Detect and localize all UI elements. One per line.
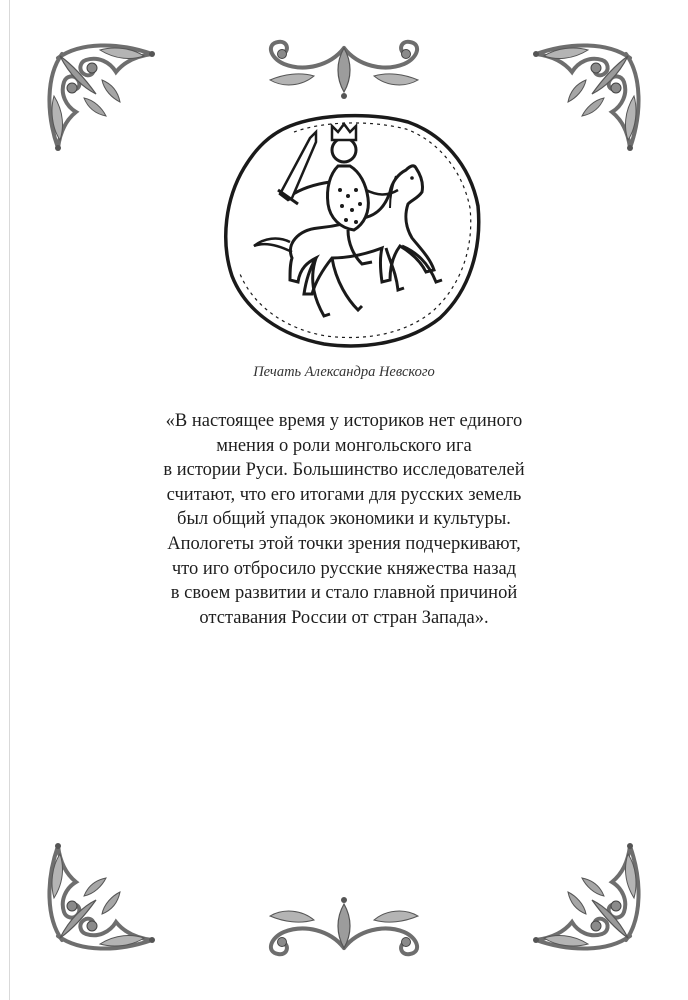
quote-line: мнения о роли монгольского ига (216, 435, 472, 456)
quote-line: Апологеты этой точки зрения подчеркивают, (167, 533, 521, 554)
quote-line: что иго отбросило русские княжества назад (171, 558, 517, 579)
quote-block (94, 409, 594, 630)
quote-line: отставания России от стран Запада». (199, 607, 489, 628)
bottom-center-ornament-icon (244, 890, 444, 960)
top-left-corner-ornament-icon (40, 36, 170, 166)
bottom-right-corner-ornament-icon (518, 828, 648, 958)
top-center-ornament-icon (244, 36, 444, 106)
quote-line: считают, что его итогами для русских земель (166, 484, 522, 505)
page-edge-line (9, 0, 10, 1000)
top-right-corner-ornament-icon (518, 36, 648, 166)
illustration-caption: Печать Александра Невского (253, 364, 435, 380)
seal-horseman-icon (220, 112, 482, 350)
quote-line: в своем развитии и стало главной причиной (170, 583, 518, 604)
bottom-left-corner-ornament-icon (40, 828, 170, 958)
quote-line: «В настоящее время у историков нет единого (165, 411, 523, 431)
quote-line: был общий упадок экономики и культуры. (177, 509, 511, 530)
quote-line: в истории Руси. Большинство исследователей (163, 460, 525, 481)
